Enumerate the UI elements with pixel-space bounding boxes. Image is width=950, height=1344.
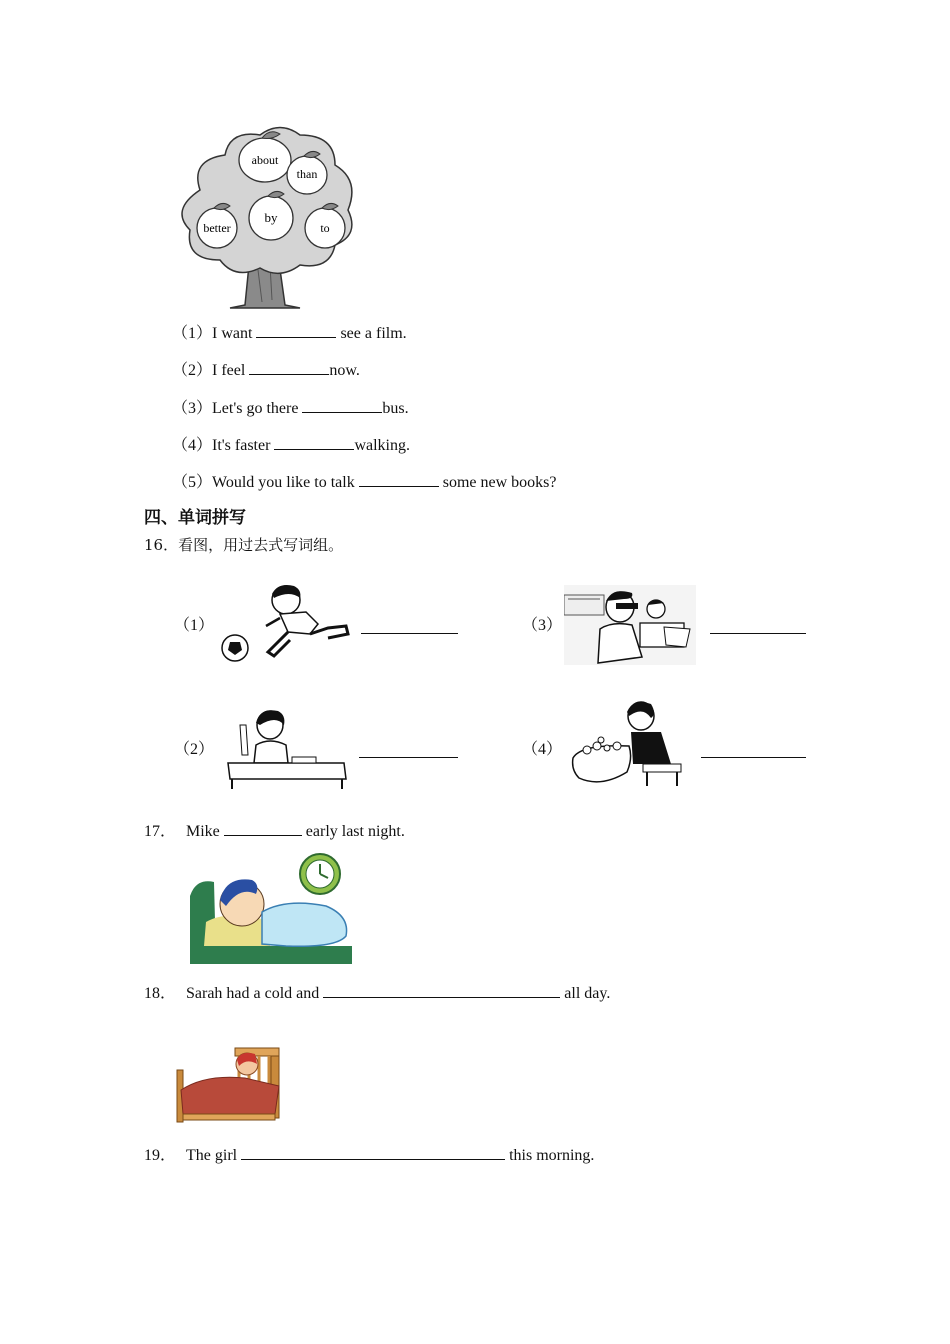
- answer-line-4[interactable]: [701, 757, 806, 758]
- answer-blank[interactable]: [274, 435, 354, 450]
- pic-label-3: （3）: [522, 617, 563, 634]
- pic-label-4: （4）: [522, 741, 563, 758]
- tree-word-than: than: [296, 167, 318, 181]
- word-tree-image: [170, 120, 365, 312]
- pic-label-1: （1）: [174, 617, 215, 634]
- tree-word-by: by: [264, 210, 278, 225]
- section-title: 四、单词拼写: [144, 508, 246, 528]
- question-18: 18． Sarah had a cold and all day.: [144, 985, 611, 1002]
- answer-blank[interactable]: [241, 1145, 505, 1160]
- tree-word-about: about: [251, 153, 279, 167]
- watch-film-image: [564, 585, 696, 665]
- answer-blank[interactable]: [323, 983, 560, 998]
- answer-line-2[interactable]: [359, 757, 458, 758]
- fill-in-item-2: （2）I feel now.: [172, 362, 360, 379]
- answer-line-3[interactable]: [710, 633, 806, 634]
- answer-blank[interactable]: [256, 323, 336, 338]
- sick-girl-in-bed-image: [175, 1030, 285, 1130]
- answer-blank[interactable]: [302, 398, 382, 413]
- answer-blank[interactable]: [224, 821, 302, 836]
- fill-in-item-1: （1）I want see a film.: [172, 325, 407, 342]
- fill-in-item-4: （4）It's faster walking.: [172, 437, 410, 454]
- tree-word-better: better: [203, 221, 231, 235]
- answer-line-1[interactable]: [361, 633, 458, 634]
- question-16: 16．看图，用过去式写词组。: [144, 536, 344, 554]
- kick-ball-image: [218, 582, 350, 664]
- tree-word-to: to: [320, 221, 330, 235]
- pic-label-2: （2）: [174, 741, 215, 758]
- answer-blank[interactable]: [249, 360, 329, 375]
- do-homework-image: [226, 705, 348, 791]
- sleeping-boy-image: [186, 850, 356, 970]
- question-19: 19． The girl this morning.: [144, 1147, 595, 1164]
- fill-in-item-3: （3）Let's go there bus.: [172, 400, 409, 417]
- fill-in-item-5: （5）Would you like to talk some new books?: [172, 474, 557, 491]
- wash-clothes-image: [571, 698, 687, 790]
- answer-blank[interactable]: [359, 472, 439, 487]
- question-17: 17． Mike early last night.: [144, 823, 405, 840]
